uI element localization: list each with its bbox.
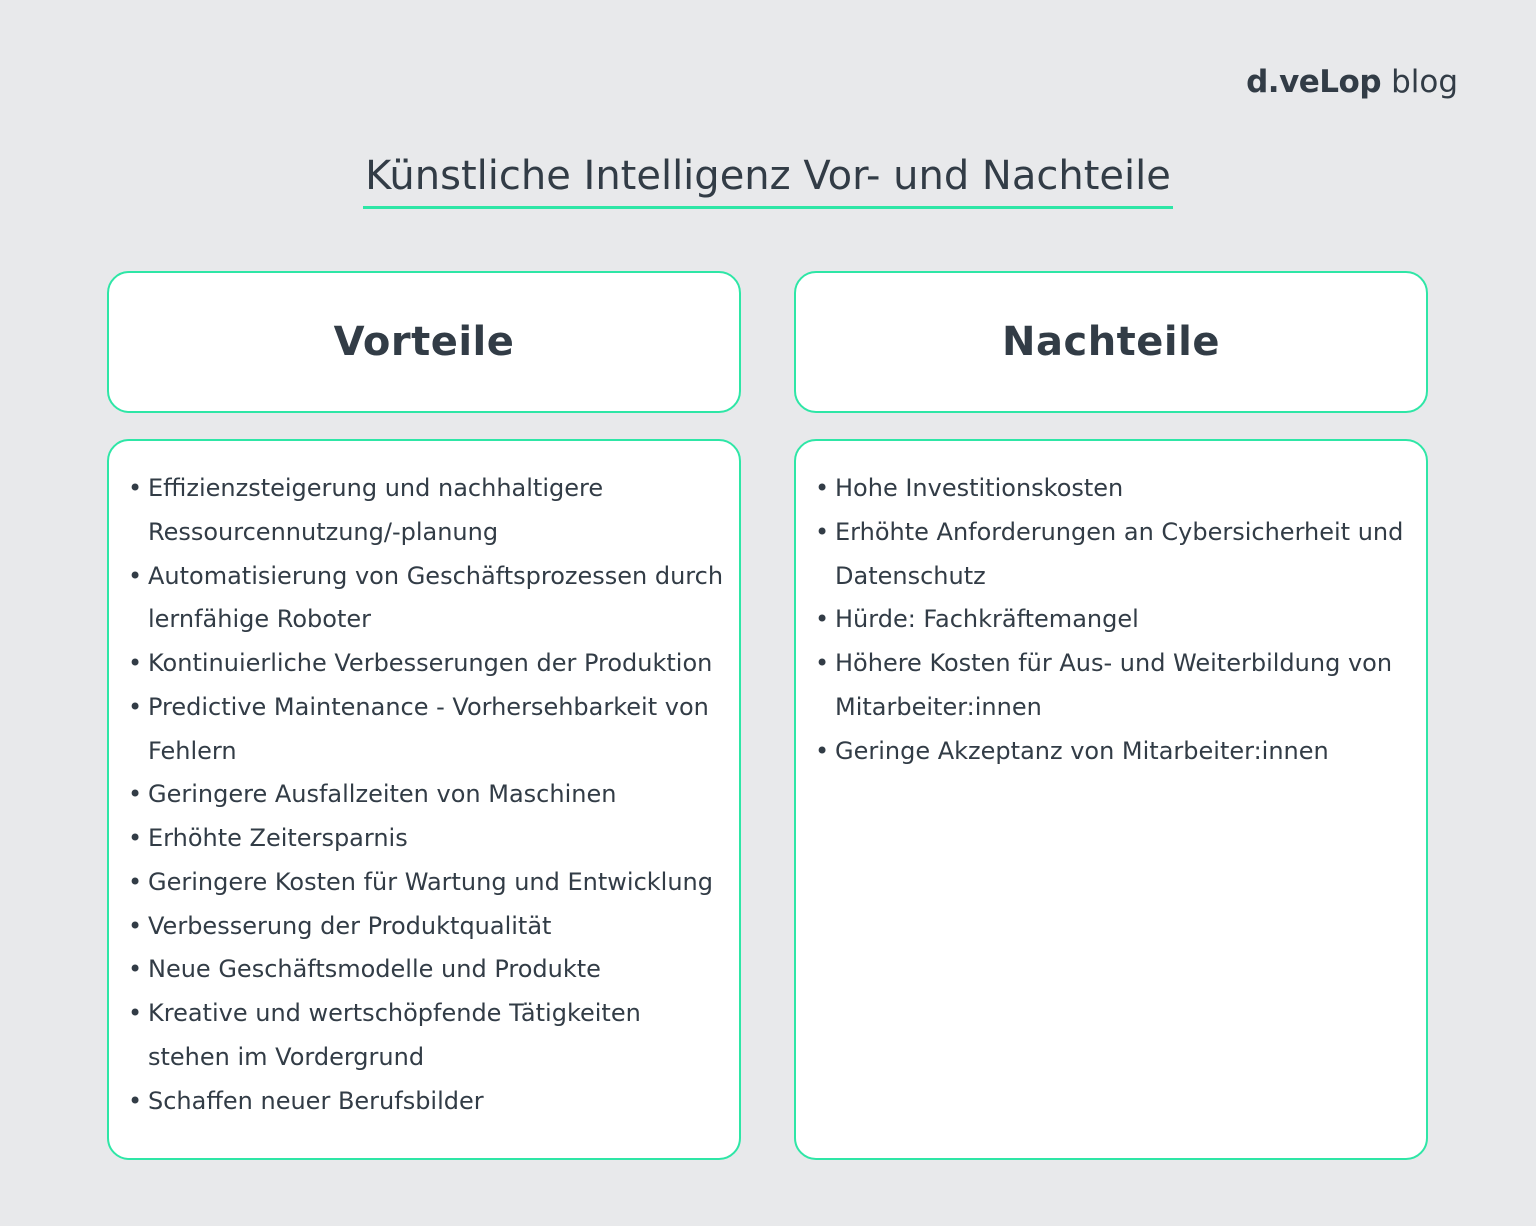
vorteile-list — [127, 467, 729, 1123]
bullet-icon: • — [128, 911, 143, 940]
nachteile-heading: Nachteile — [1002, 319, 1220, 365]
vorteile-list-box — [107, 439, 741, 1160]
bullet-icon: • — [128, 824, 143, 852]
title-wrapper — [0, 150, 1536, 209]
list-item-text: Höhere Kosten für Aus- und Weiterbildung von Mitarbeiter:innen — [835, 649, 1393, 721]
list-item — [814, 467, 1416, 511]
nachteile-header-box — [794, 271, 1428, 413]
vorteile-heading: Vorteile — [333, 319, 515, 365]
list-item — [127, 948, 729, 992]
list-item-text: Geringe Akzeptanz von Mitarbeiter:innen — [835, 736, 1329, 765]
list-item-text: Predictive Maintenance - Vorhersehbarkeit von Fehlern — [148, 692, 709, 765]
list-item-text: Effizienzsteigerung und nachhaltigere Ressourcennutzung/-planung — [148, 474, 604, 546]
list-item — [127, 467, 729, 555]
bullet-icon: • — [815, 736, 830, 765]
list-item-text: Hohe Investitionskosten — [835, 474, 1124, 502]
list-item — [814, 598, 1416, 642]
page-title: Künstliche Intelligenz Vor- und Nachteile — [363, 150, 1173, 209]
list-item-text: Kreative und wertschöpfende Tätigkeiten stehen im Vordergrund — [148, 999, 641, 1071]
bullet-icon: • — [128, 867, 143, 896]
list-item-text: Erhöhte Anforderungen an Cybersicherheit und Datenschutz — [835, 517, 1404, 590]
list-item-text: Geringere Kosten für Wartung und Entwicklung — [148, 867, 713, 896]
bullet-icon: • — [815, 649, 830, 677]
list-item — [814, 642, 1416, 730]
list-item — [814, 511, 1416, 599]
bullet-icon: • — [815, 517, 830, 546]
list-item-text: Hürde: Fachkräftemangel — [835, 605, 1139, 634]
list-item-text: Schaffen neuer Berufsbilder — [148, 1086, 484, 1115]
bullet-icon: • — [128, 780, 143, 809]
list-item — [127, 905, 729, 949]
list-item-text: Verbesserung der Produktqualität — [148, 911, 552, 940]
list-item-text: Geringere Ausfallzeiten von Maschinen — [148, 780, 617, 809]
list-item — [127, 992, 729, 1080]
bullet-icon: • — [128, 692, 143, 721]
list-item — [127, 861, 729, 905]
logo-brand-text: d.veLop — [1246, 64, 1382, 100]
bullet-icon: • — [128, 649, 143, 677]
list-item — [127, 1080, 729, 1124]
brand-logo[interactable] — [1246, 64, 1458, 108]
list-item-text: Neue Geschäftsmodelle und Produkte — [148, 955, 601, 984]
vorteile-header-box — [107, 271, 741, 413]
list-item — [127, 773, 729, 817]
logo-suffix-text: blog — [1391, 64, 1458, 100]
list-item — [127, 642, 729, 686]
list-item-text: Kontinuierliche Verbesserungen der Produktion — [148, 649, 713, 677]
list-item — [127, 817, 729, 861]
bullet-icon: • — [815, 474, 830, 502]
list-item-text: Automatisierung von Geschäftsprozessen durch lernfähige Roboter — [148, 561, 724, 634]
bullet-icon: • — [128, 1086, 143, 1115]
list-item — [127, 686, 729, 774]
bullet-icon: • — [128, 474, 143, 502]
bullet-icon: • — [128, 955, 143, 984]
list-item-text: Erhöhte Zeitersparnis — [148, 824, 408, 852]
bullet-icon: • — [128, 561, 143, 590]
list-item — [814, 730, 1416, 774]
bullet-icon: • — [815, 605, 830, 634]
bullet-icon: • — [128, 999, 143, 1027]
nachteile-list-box — [794, 439, 1428, 1160]
nachteile-list — [814, 467, 1416, 773]
list-item — [127, 555, 729, 643]
